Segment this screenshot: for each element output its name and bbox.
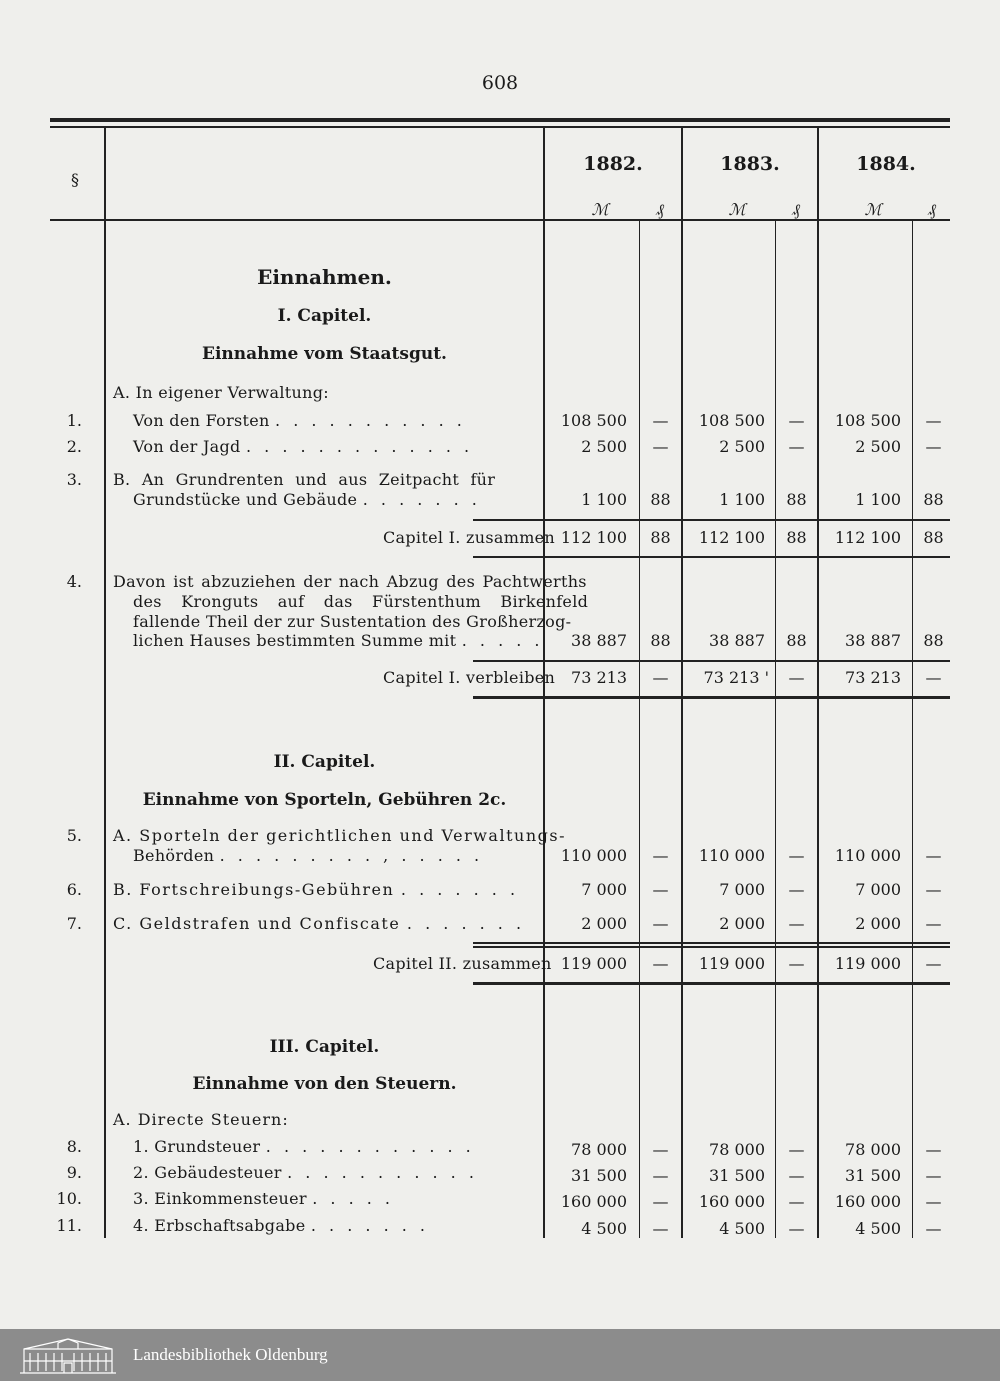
pf-1883: — xyxy=(788,1192,805,1211)
pf-1884: — xyxy=(925,1192,942,1211)
section-symbol: § xyxy=(71,170,79,189)
row-number: 1. xyxy=(66,411,82,430)
value-1884: 73 213 xyxy=(845,668,901,687)
value-1883: 160 000 xyxy=(698,1192,765,1211)
top-rule-thick xyxy=(50,118,950,122)
header-bottom-rule xyxy=(50,219,950,221)
value-1882: 160 000 xyxy=(560,1192,627,1211)
value-1884: 110 000 xyxy=(834,846,901,865)
col-divider-1882-pf xyxy=(639,221,640,1238)
pf-1884: — xyxy=(925,1219,942,1238)
row-text: 2. Gebäudesteuer . . . . . . . . . . . xyxy=(133,1163,478,1182)
value-1883: 73 213 ' xyxy=(703,668,769,687)
value-1882: 119 000 xyxy=(560,954,627,973)
value-1882: 7 000 xyxy=(581,880,627,899)
pf-1883: 88 xyxy=(786,528,807,547)
sum-label: Capitel II. zusammen xyxy=(373,954,552,973)
library-building-icon xyxy=(18,1335,118,1375)
sum-rule xyxy=(473,942,950,944)
footer-bar xyxy=(0,1329,1000,1381)
value-1883: 2 500 xyxy=(719,437,765,456)
pf-1883: — xyxy=(788,846,805,865)
deduct-line1: Davon ist abzuziehen der nach Abzug des Pachtwerths xyxy=(113,572,587,591)
value-1883: 108 500 xyxy=(698,411,765,430)
pf-1882: — xyxy=(652,668,669,687)
value-1884: 78 000 xyxy=(845,1140,901,1159)
chapter3-subtitle: Einnahme von den Steuern. xyxy=(192,1074,457,1094)
value-1882: 108 500 xyxy=(560,411,627,430)
value-1883: 1 100 xyxy=(719,490,765,509)
value-1884: 108 500 xyxy=(834,411,901,430)
row-text: B. Fortschreibungs-Gebühren . . . . . . . xyxy=(113,880,520,899)
value-1882: 110 000 xyxy=(560,846,627,865)
row-number: 4. xyxy=(66,572,82,591)
pf-1883: — xyxy=(788,914,805,933)
row-number: 2. xyxy=(66,437,82,456)
pf-1883: — xyxy=(788,668,805,687)
pf-1882: 88 xyxy=(650,528,671,547)
pf-1882: — xyxy=(652,846,669,865)
pf-1882: — xyxy=(652,1192,669,1211)
unit-mark-1882: ℳ xyxy=(591,200,609,219)
pf-1882: — xyxy=(652,954,669,973)
value-1884: 38 887 xyxy=(845,631,901,650)
remain-rule-bottom xyxy=(473,696,950,699)
value-1882: 1 100 xyxy=(581,490,627,509)
unit-pf-1882: ₰ xyxy=(656,200,664,219)
footer-library-name: Landesbibliothek Oldenburg xyxy=(133,1345,328,1364)
row-number: 9. xyxy=(66,1163,82,1182)
row-text: C. Geldstrafen und Confiscate . . . . . . . xyxy=(113,914,526,933)
row-text: 4. Erbschaftsabgabe . . . . . . . xyxy=(133,1216,429,1235)
row-text: 3. Einkommensteuer . . . . . xyxy=(133,1189,395,1208)
pf-1884: — xyxy=(925,437,942,456)
remain-rule xyxy=(473,660,950,662)
pf-1882: 88 xyxy=(650,631,671,650)
value-1883: 78 000 xyxy=(709,1140,765,1159)
sum-rule-bottom xyxy=(473,982,950,985)
value-1884: 31 500 xyxy=(845,1166,901,1185)
row-text: Von der Jagd . . . . . . . . . . . . . xyxy=(133,437,474,456)
value-1882: 2 000 xyxy=(581,914,627,933)
value-1884: 160 000 xyxy=(834,1192,901,1211)
pf-1883: — xyxy=(788,954,805,973)
row-number: 6. xyxy=(66,880,82,899)
pf-1883: — xyxy=(788,437,805,456)
top-rule-thin xyxy=(50,126,950,128)
value-1882: 78 000 xyxy=(571,1140,627,1159)
row-text-line2: Behörden . . . . . . . . . , . . . . . xyxy=(133,846,484,865)
value-1884: 4 500 xyxy=(855,1219,901,1238)
pf-1882: — xyxy=(652,914,669,933)
sum-rule-2 xyxy=(473,946,950,948)
row-number: 8. xyxy=(66,1137,82,1156)
pf-1884: — xyxy=(925,1140,942,1159)
pf-1884: 88 xyxy=(923,490,944,509)
pf-1883: — xyxy=(788,880,805,899)
row-text: 1. Grundsteuer . . . . . . . . . . . . xyxy=(133,1137,475,1156)
row-number: 7. xyxy=(66,914,82,933)
chapter2-subtitle: Einnahme von Sporteln, Gebühren 2c. xyxy=(142,790,507,810)
row-text-line1: B. An Grundrenten und aus Zeitpacht für xyxy=(113,470,496,489)
unit-pf-1884: ₰ xyxy=(928,200,936,219)
row-number: 3. xyxy=(66,470,82,489)
value-1884: 2 000 xyxy=(855,914,901,933)
value-1882: 73 213 xyxy=(571,668,627,687)
unit-mark-1883: ℳ xyxy=(728,200,746,219)
row-number: 11. xyxy=(56,1216,82,1235)
pf-1884: — xyxy=(925,846,942,865)
unit-mark-1884: ℳ xyxy=(864,200,882,219)
pf-1882: — xyxy=(652,1219,669,1238)
col-divider-number xyxy=(104,126,106,1238)
sum-rule-bottom xyxy=(473,556,950,558)
year-1883: 1883. xyxy=(720,153,780,175)
chapter1-subtitle: Einnahme vom Staatsgut. xyxy=(202,344,447,364)
col-divider-1884-pf xyxy=(912,221,913,1238)
page-number: 608 xyxy=(481,72,519,94)
pf-1882: 88 xyxy=(650,490,671,509)
pf-1884: 88 xyxy=(923,631,944,650)
sum-label: Capitel I. zusammen xyxy=(383,528,556,547)
sum-rule xyxy=(473,519,950,521)
pf-1883: 88 xyxy=(786,490,807,509)
value-1883: 2 000 xyxy=(719,914,765,933)
pf-1884: — xyxy=(925,1166,942,1185)
remain-label: Capitel I. verbleiben xyxy=(383,668,556,687)
chapter1-title: I. Capitel. xyxy=(277,306,372,326)
value-1883: 4 500 xyxy=(719,1219,765,1238)
value-1883: 119 000 xyxy=(698,954,765,973)
row-number: 5. xyxy=(66,826,82,845)
value-1884: 119 000 xyxy=(834,954,901,973)
pf-1882: — xyxy=(652,880,669,899)
value-1883: 112 100 xyxy=(698,528,765,547)
pf-1883: — xyxy=(788,411,805,430)
pf-1882: — xyxy=(652,411,669,430)
deduct-line3: fallende Theil der zur Sustentation des Großherzog- xyxy=(133,612,572,631)
pf-1884: — xyxy=(925,668,942,687)
value-1884: 1 100 xyxy=(855,490,901,509)
col-divider-1883-pf xyxy=(775,221,776,1238)
row-text-line2: Grundstücke und Gebäude . . . . . . . xyxy=(133,490,481,509)
row-text: Von den Forsten . . . . . . . . . . . xyxy=(133,411,466,430)
value-1882: 112 100 xyxy=(560,528,627,547)
pf-1884: — xyxy=(925,954,942,973)
deduct-line2: des Kronguts auf das Fürstenthum Birkenfeld xyxy=(133,592,589,611)
pf-1883: — xyxy=(788,1166,805,1185)
value-1883: 110 000 xyxy=(698,846,765,865)
deduct-line4: lichen Hauses bestimmten Summe mit . . . . . xyxy=(133,631,544,650)
value-1883: 38 887 xyxy=(709,631,765,650)
value-1884: 2 500 xyxy=(855,437,901,456)
pf-1884: 88 xyxy=(923,528,944,547)
year-1884: 1884. xyxy=(856,153,916,175)
unit-pf-1883: ₰ xyxy=(792,200,800,219)
value-1883: 31 500 xyxy=(709,1166,765,1185)
pf-1884: — xyxy=(925,914,942,933)
value-1882: 2 500 xyxy=(581,437,627,456)
chapter1-group-a: A. In eigener Verwaltung: xyxy=(113,383,329,402)
pf-1884: — xyxy=(925,880,942,899)
pf-1882: — xyxy=(652,1166,669,1185)
pf-1884: — xyxy=(925,411,942,430)
value-1882: 4 500 xyxy=(581,1219,627,1238)
pf-1882: — xyxy=(652,437,669,456)
row-number: 10. xyxy=(56,1189,82,1208)
year-1882: 1882. xyxy=(583,153,643,175)
row-text-line1: A. Sporteln der gerichtlichen und Verwaltungs- xyxy=(113,826,566,845)
chapter2-title: II. Capitel. xyxy=(273,752,376,772)
chapter3-group-a: A. Directe Steuern: xyxy=(113,1110,289,1129)
value-1884: 112 100 xyxy=(834,528,901,547)
pf-1882: — xyxy=(652,1140,669,1159)
value-1882: 38 887 xyxy=(571,631,627,650)
pf-1883: 88 xyxy=(786,631,807,650)
main-title: Einnahmen. xyxy=(257,265,392,289)
chapter3-title: III. Capitel. xyxy=(269,1037,380,1057)
pf-1883: — xyxy=(788,1219,805,1238)
value-1884: 7 000 xyxy=(855,880,901,899)
value-1882: 31 500 xyxy=(571,1166,627,1185)
pf-1883: — xyxy=(788,1140,805,1159)
value-1883: 7 000 xyxy=(719,880,765,899)
